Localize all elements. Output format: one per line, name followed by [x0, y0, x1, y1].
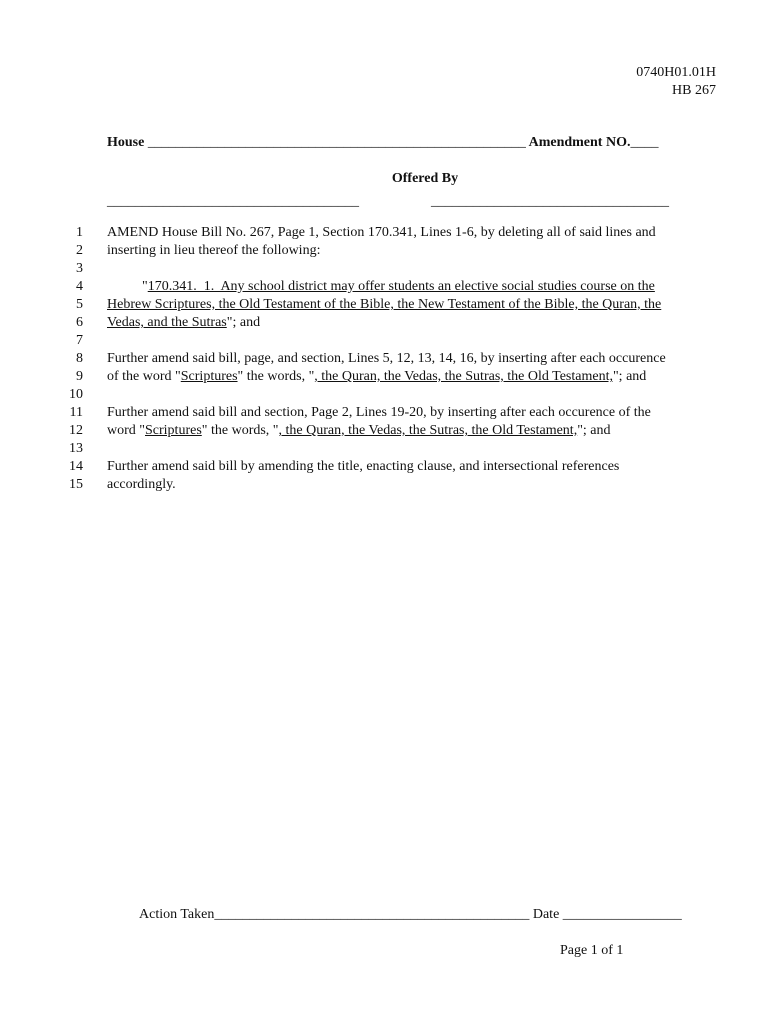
- text-line: [0, 260, 770, 278]
- line-text: [107, 296, 661, 314]
- action-taken-row: [139, 907, 682, 923]
- line-text-segment: of the word ": [107, 369, 181, 384]
- line-text-segment: Further amend said bill by amending the title, enacting clause, and intersectional references: [107, 459, 620, 474]
- line-text: [107, 224, 656, 242]
- line-text: [107, 350, 666, 368]
- underlined-insertion-text: Hebrew Scriptures, the Old Testament of the Bible, the New Testament of the Bible, the Quran, the: [107, 297, 662, 312]
- line-number: 15: [69, 477, 83, 492]
- line-text-segment: Further amend said bill and section, Page 2, Lines 19-20, by inserting after each occurence of the: [107, 405, 651, 420]
- line-text: [107, 476, 176, 494]
- line-number: 8: [76, 351, 83, 366]
- underlined-insertion-text: Scriptures: [145, 423, 202, 438]
- line-number: 10: [69, 387, 83, 402]
- offered-by-left-blank: ____________________________________: [107, 194, 359, 209]
- amendment-body: [0, 224, 770, 494]
- text-line: [0, 368, 770, 386]
- line-number: 5: [76, 297, 83, 312]
- line-text-segment: accordingly.: [107, 477, 176, 492]
- text-line: [0, 458, 770, 476]
- text-line: [0, 440, 770, 458]
- text-line: [0, 386, 770, 404]
- text-line: [0, 296, 770, 314]
- underlined-insertion-text: 170.341. 1. Any school district may offer students an elective social studies course on the: [147, 279, 655, 294]
- text-line: [0, 314, 770, 332]
- underlined-insertion-text: , the Quran, the Vedas, the Sutras, the Old Testament,: [278, 423, 578, 438]
- house-blank-line: ______________________________________________________: [147, 135, 526, 150]
- line-number: 3: [76, 261, 83, 276]
- amendment-number-blank: ____: [630, 135, 659, 150]
- line-number: 2: [76, 243, 83, 258]
- text-line: [0, 278, 770, 296]
- line-text: [107, 368, 646, 386]
- line-text-segment: "; and: [577, 423, 611, 438]
- line-text-segment: word ": [107, 423, 145, 438]
- offered-by-right-blank: __________________________________: [431, 194, 669, 209]
- line-text: [107, 458, 619, 476]
- line-text-segment: " the words, ": [201, 423, 279, 438]
- line-text-segment: "; and: [226, 315, 261, 330]
- line-text-segment: " the words, ": [237, 369, 315, 384]
- text-line: [0, 242, 770, 260]
- line-text: [107, 422, 611, 440]
- action-taken-blank: _____________________________________________: [214, 907, 530, 922]
- text-line: [0, 332, 770, 350]
- line-text: [107, 404, 651, 422]
- date-label: Date: [532, 907, 560, 922]
- action-taken-label: Action Taken: [139, 907, 215, 922]
- line-number: 13: [69, 441, 83, 456]
- house-amendment-row: [107, 135, 658, 151]
- document-id-block: [636, 64, 716, 100]
- line-number: 6: [76, 315, 83, 330]
- underlined-insertion-text: , the Quran, the Vedas, the Sutras, the Old Testament,: [314, 369, 613, 384]
- line-text-segment: "; and: [612, 369, 647, 384]
- line-text: [107, 314, 260, 332]
- text-line: [0, 224, 770, 242]
- line-text-segment: AMEND House Bill No. 267, Page 1, Section 170.341, Lines 1-6, by deleting all of said lines and: [107, 225, 656, 240]
- offered-by-heading: Offered By: [391, 171, 459, 186]
- underlined-insertion-text: Scriptures: [180, 369, 238, 384]
- line-text-segment: inserting in lieu thereof the following:: [107, 243, 321, 258]
- text-line: [0, 476, 770, 494]
- line-number: 4: [76, 279, 83, 294]
- line-text: [107, 242, 320, 260]
- line-number: 12: [69, 423, 83, 438]
- date-blank: _________________: [562, 907, 682, 922]
- line-number: 1: [76, 225, 83, 240]
- line-number: 7: [76, 333, 83, 348]
- text-line: [0, 350, 770, 368]
- document-code: 0740H01.01H: [636, 65, 716, 80]
- text-line: [0, 404, 770, 422]
- line-text: [107, 278, 655, 296]
- text-line: [0, 422, 770, 440]
- underlined-insertion-text: Vedas, and the Sutras: [107, 315, 227, 330]
- house-label: House: [107, 135, 145, 150]
- line-number: 14: [69, 459, 83, 474]
- line-number: 11: [69, 405, 83, 420]
- bill-reference: HB 267: [672, 83, 716, 98]
- amendment-number-label: Amendment NO.: [528, 135, 631, 150]
- line-text-segment: ": [107, 279, 148, 294]
- line-text-segment: Further amend said bill, page, and section, Lines 5, 12, 13, 14, 16, by inserting after each occurence: [107, 351, 666, 366]
- page-number: Page 1 of 1: [560, 943, 624, 958]
- line-number: 9: [76, 369, 83, 384]
